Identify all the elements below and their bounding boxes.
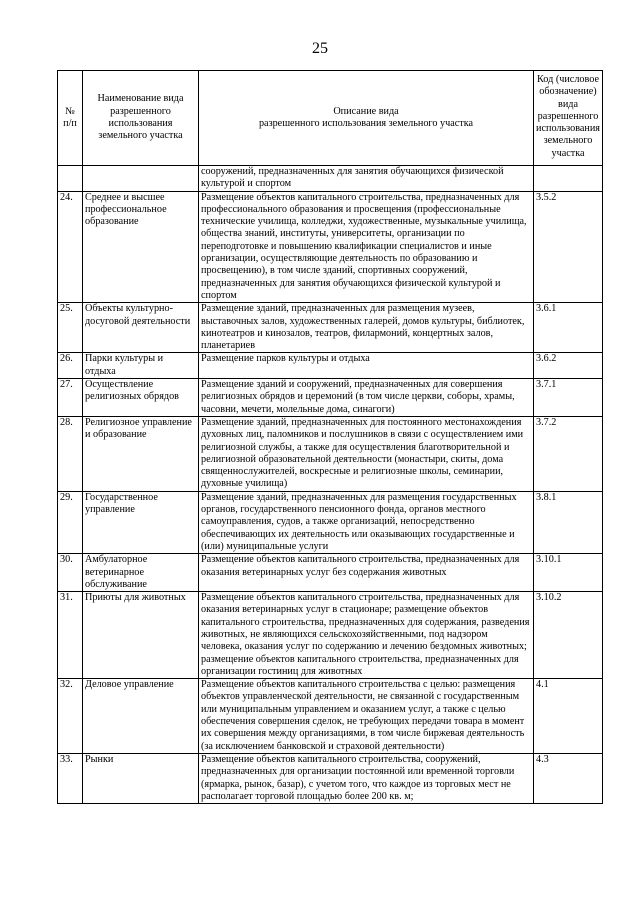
- row-code: 3.7.2: [534, 416, 603, 491]
- table-row: [58, 191, 603, 303]
- row-name: Государственное управление: [83, 491, 199, 553]
- row-code: 4.3: [534, 753, 603, 803]
- row-name: Рынки: [83, 753, 199, 803]
- row-code: 3.10.2: [534, 592, 603, 679]
- row-code: 3.10.1: [534, 554, 603, 592]
- table-row: [58, 679, 603, 754]
- row-name: Объекты культурно-досуговой деятельности: [83, 303, 199, 353]
- row-code: 3.6.1: [534, 303, 603, 353]
- row-code: 3.7.1: [534, 379, 603, 417]
- row-code: 3.5.2: [534, 191, 603, 303]
- row-name: Осуществление религиозных обрядов: [83, 379, 199, 417]
- row-num: 29.: [58, 491, 83, 553]
- header-code: Код (числовое обозначение) вида разрешенного использования земельного участка: [534, 71, 603, 166]
- row-description: сооружений, предназначенных для занятия обучающихся физической культурой и спортом: [199, 166, 534, 192]
- row-num: 32.: [58, 679, 83, 754]
- row-code: 3.8.1: [534, 491, 603, 553]
- table-row: [58, 416, 603, 491]
- table-row: [58, 379, 603, 417]
- row-name: Религиозное управление и образование: [83, 416, 199, 491]
- row-code: 3.6.2: [534, 353, 603, 379]
- table-row: [58, 353, 603, 379]
- row-description: Размещение зданий, предназначенных для размещения государственных органов, государственного пенсионного фонда, органов местного самоуправления, судов, а также организаций, непосредственно обеспечивающих их деятельность или оказывающих государственные и (или) муниципальные услуги: [199, 491, 534, 553]
- row-name: Среднее и высшее профессиональное образование: [83, 191, 199, 303]
- row-name: Амбулаторное ветеринарное обслуживание: [83, 554, 199, 592]
- row-code: 4.1: [534, 679, 603, 754]
- row-description: Размещение объектов капитального строительства, предназначенных для оказания ветеринарных услуг в стационаре; размещение объектов капитального строительства, предназначенных для содержания, разведения животных, не являющихся сельскохозяйственными, под надзором человека, оказания услуг по содержанию и лечению бездомных животных; размещение объектов капитального строительства, предназначенных для организации гостиниц для животных: [199, 592, 534, 679]
- row-description: Размещение объектов капитального строительства, предназначенных для оказания ветеринарных услуг без содержания животных: [199, 554, 534, 592]
- row-num: 31.: [58, 592, 83, 679]
- row-name: Приюты для животных: [83, 592, 199, 679]
- land-use-table: [57, 70, 603, 804]
- page-number: 25: [312, 40, 328, 57]
- row-num: 28.: [58, 416, 83, 491]
- row-num: 26.: [58, 353, 83, 379]
- row-code: [534, 166, 603, 192]
- table-row: [58, 592, 603, 679]
- header-num: № п/п: [58, 71, 83, 166]
- table-row: [58, 554, 603, 592]
- header-name: Наименование вида разрешенного использования земельного участка: [83, 71, 199, 166]
- row-description: Размещение зданий, предназначенных для постоянного местонахождения духовных лиц, паломников и послушников в связи с осуществлением ими религиозной службы, а также для осуществления благотворительной и религиозной образовательной деятельности (монастыри, скиты, дома священнослужителей, воскресные и религиозные школы, семинарии, духовные училища): [199, 416, 534, 491]
- row-num: [58, 166, 83, 192]
- row-num: 25.: [58, 303, 83, 353]
- row-description: Размещение парков культуры и отдыха: [199, 353, 534, 379]
- table-header-row: [58, 71, 603, 166]
- row-name: [83, 166, 199, 192]
- row-name: Парки культуры и отдыха: [83, 353, 199, 379]
- table-row: [58, 491, 603, 553]
- table-row: [58, 753, 603, 803]
- row-num: 30.: [58, 554, 83, 592]
- row-name: Деловое управление: [83, 679, 199, 754]
- row-num: 27.: [58, 379, 83, 417]
- row-description: Размещение зданий и сооружений, предназначенных для совершения религиозных обрядов и церемоний (в том числе церкви, соборы, храмы, часовни, мечети, молельные дома, синагоги): [199, 379, 534, 417]
- row-description: Размещение объектов капитального строительства, сооружений, предназначенных для организации постоянной или временной торговли (ярмарка, рынок, базар), с учетом того, что каждое из торговых мест не располагает торговой площадью более 200 кв. м;: [199, 753, 534, 803]
- table-row: [58, 303, 603, 353]
- row-description: Размещение зданий, предназначенных для размещения музеев, выставочных залов, художественных галерей, домов культуры, библиотек, кинотеатров и кинозалов, театров, филармоний, концертных залов, планетариев: [199, 303, 534, 353]
- row-description: Размещение объектов капитального строительства, предназначенных для профессионального образования и просвещения (профессиональные технические училища, колледжи, художественные, музыкальные училища, общества знаний, институты, университеты, организации по переподготовке и повышению квалификации специалистов и иные организации, осуществляющие деятельность по образованию и просвещению), в том числе зданий, спортивных сооружений, предназначенных для занятия обучающихся физической культурой и спортом: [199, 191, 534, 303]
- header-description: Описание вида разрешенного использования земельного участка: [199, 71, 534, 166]
- row-description: Размещение объектов капитального строительства с целью: размещения объектов управленческой деятельности, не связанной с государственным или муниципальным управлением и оказанием услуг, а также с целью обеспечения совершения сделок, не требующих передачи товара в момент их совершения между организациями, в том числе биржевая деятельность (за исключением банковской и страховой деятельности): [199, 679, 534, 754]
- row-num: 24.: [58, 191, 83, 303]
- table-row: [58, 166, 603, 192]
- row-num: 33.: [58, 753, 83, 803]
